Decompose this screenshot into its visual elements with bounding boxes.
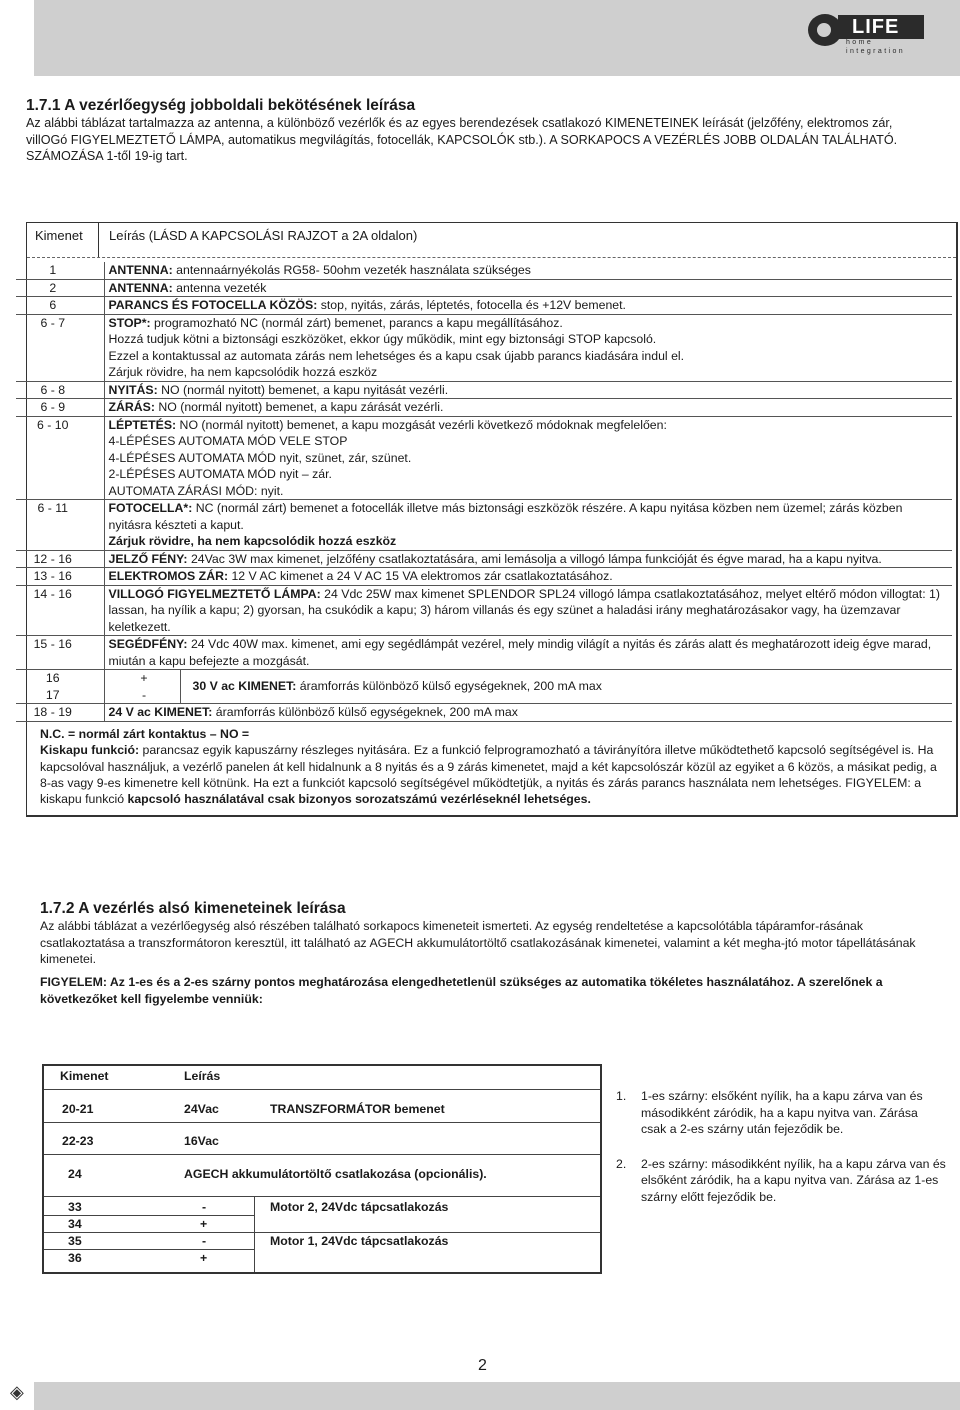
wing-definitions-list — [616, 1088, 946, 1223]
lower-outputs-table: Kimenet Leírás 20-21 24Vac TRANSZFORMÁTOR bemenet 22-23 16Vac 24 AGECH akkumulátortöltő csatlakozása (opcionális). 33 - Motor 2, 24Vdc tápcsatlakozás 34 + 35 - Motor 1, 24Vdc tápcsatlakozás 36 + — [42, 1064, 602, 1274]
page-number: 2 — [478, 1357, 487, 1374]
table-header-description: Leírás — [184, 1069, 221, 1083]
table-header-output: Kimenet — [60, 1069, 109, 1083]
section-title-2: 1.7.2 A vezérlés alsó kimeneteinek leírása — [40, 900, 346, 917]
table-row: 13 - 16 ELEKTROMOS ZÁR: 12 V AC kimenet a 24 V AC 15 VA elektromos zár csatlakoztatásához. — [16, 568, 952, 586]
list-item: 2. 2-es szárny: másodikként nyílik, ha a kapu zárva van és elsőként záródik, ha a kapu nyitva van. Zárása az 1-es szárny előtt fejeződik be. — [616, 1156, 946, 1204]
logo-text: LIFE — [838, 15, 924, 39]
table-row: 2 ANTENNA: antenna vezeték — [16, 279, 952, 297]
header-band — [34, 0, 960, 76]
table-row: 6 PARANCS ÉS FOTOCELLA KÖZÖS: stop, nyitás, zárás, léptetés, fotocella és +12V bemenet. — [16, 297, 952, 315]
outputs-table — [16, 262, 952, 722]
section-intro-2: Az alábbi táblázat a vezérlőegység alsó részében található sorkapocs kimeneteit ismerteti. Az egység rendeltetése a kapcsolótábla tápáramfor-rásának csatlakoztatása a transzformátoron keresztül, itt található az AGECH akkumulátortöltő csatlakozásának kimenetei, valamint a két megha-jtó motor tápellátásának kimenetei. — [40, 919, 916, 966]
table-row: 6 - 11 FOTOCELLA*: NC (normál zárt) bemenet a fotocellák illetve más biztonsági eszközök részére. A kapu nyitása közben nem üzemel; zárás közben nyitásra készteti a kaput. Zárjuk rövidre, ha nem kapcsolódik hozzá eszköz — [16, 500, 952, 551]
list-item: 1. 1-es szárny: elsőként nyílik, ha a kapu zárva van és másodikként záródik, ha a kapu nyitva van. Zárása csak a 2-es szárny után fejeződik be. — [616, 1089, 923, 1136]
table-row: 16 17 + - 30 V ac KIMENET: áramforrás különböző külső egységeknek, 200 mA max — [16, 670, 952, 704]
nc-no-note: N.C. = normál zárt kontaktus – NO = — [40, 727, 250, 741]
logo-subtitle: home integration — [846, 39, 906, 55]
table-row: 15 - 16 SEGÉDFÉNY: 24 Vdc 40W max. kimenet, ami egy segédlámpát vezérel, mely mindig világít a nyitás és zárás alatt és meghatározott ideig égve marad, miután a kapu befejezte a mozgását. — [16, 636, 952, 670]
section-intro-1: Az alábbi táblázat tartalmazza az antenna, a különböző vezérlők és az egyes berendezések csatlakozó KIMENETEINEK leírását (jelzőfény, elektromos zár, villOGó FIGYELMEZTETŐ LÁMPA, automatikus megvilágítás, fotocellák, KAPCSOLÓK stb.). A SORKAPOCS A VEZÉRLÉS JOBB OLDALÁN TALÁLHATÓ. SZÁMOZÁSA 1-től 19-ig tart. — [26, 116, 898, 163]
table-row: 1 ANTENNA: antennaárnyékolás RG58- 50ohm vezeték használata szükséges — [16, 262, 952, 279]
table-row: 6 - 7 STOP*: programozható NC (normál zárt) bemenet, parancs a kapu megállításához. Hozzá tudjuk kötni a biztonsági eszközöket, ekkor úgy működik, mint egy biztonsági STOP kapcsoló. Ezzel a kontaktussal az automata zárás nem lehetséges és a kapu csak újabb parancs kiadására indul el. Zárjuk rövidre, ha nem kapcsolódik hozzá eszköz — [16, 314, 952, 381]
company-logo — [808, 14, 926, 55]
table-row: 12 - 16 JELZŐ FÉNY: 24Vac 3W max kimenet, jelzőfény csatlakoztatására, ami lemásolja a villogó lámpa funkcióját és égve marad, ha a kapu nyitva. — [16, 550, 952, 568]
footer-band — [34, 1382, 960, 1410]
table-row: 6 - 9 ZÁRÁS: NO (normál nyitott) bemenet, a kapu zárását vezérli. — [16, 399, 952, 417]
table-row: 14 - 16 VILLOGÓ FIGYELMEZTETŐ LÁMPA: 24 Vdc 25W max kimenet SPLENDOR SPL24 villogó lámpa csatlakoztatásához, melyet eltérő módon villogtat: 1) lassan, ha nyílik a kapu; 2) gyorsan, ha csukódik a kapu; 3) három villanás és egy szünet a haladási irány meghatározásakor vagy, ha üzemzavar keletkezett. — [16, 585, 952, 636]
table-row: 6 - 8 NYITÁS: NO (normál nyitott) bemenet, a kapu nyitását vezérli. — [16, 381, 952, 399]
section-title-1: 1.7.1 A vezérlőegység jobboldali bekötésének leírása — [26, 97, 416, 114]
table-header-description: Leírás (LÁSD A KAPCSOLÁSI RAJZOT a 2A oldalon) — [109, 228, 418, 243]
table-row: 18 - 19 24 V ac KIMENET: áramforrás különböző külső egységeknek, 200 mA max — [16, 704, 952, 722]
diamond-arrow-icon: ◈ — [10, 1382, 24, 1402]
table-row: 6 - 10 LÉPTETÉS: NO (normál nyitott) bemenet, a kapu mozgását vezérli következő módoknak megfelelően: 4-LÉPÉSES AUTOMATA MÓD VELE STOP 4-LÉPÉSES AUTOMATA MÓD nyit, szünet, zár, szünet. 2-LÉPÉSES AUTOMATA MÓD nyit – zár. AUTOMATA ZÁRÁSI MÓD: nyit. — [16, 416, 952, 500]
logo-mark-icon — [808, 14, 842, 46]
table-notes: N.C. = normál zárt kontaktus – NO = Kiskapu funkció: parancsaz egyik kapuszárny részleges nyitására. Ez a funkció felprogramozható a távirányítóra illetve működtethető kapcsoló segítségével is. Ha kapcsolóval használjuk, a vezérlő panelen át kell hidalnunk a 8 nyitás és a 9 zárás kimenetet, majd a két kapcsolószár közül az egyiket a 6 közös, a másikat pedig, a 8-as vagy 9-es kimenetre kell kötnünk. Ha ezt a funkciót kapcsoló segítségével működtetjük, a nyitás és zárás parancs használata nem lehetséges. FIGYELEM: a kiskapu funkció kapcsoló használatával csak bizonyos sorozatszámú vezérléseknél lehetséges. — [40, 727, 937, 807]
table-header-output: Kimenet — [35, 228, 83, 243]
warning-text: FIGYELEM: Az 1-es és a 2-es szárny pontos meghatározása elengedhetetlenül szükséges az automatika tökéletes használatához. A szerelőnek a következőket kell figyelembe venniük: — [40, 975, 883, 1006]
